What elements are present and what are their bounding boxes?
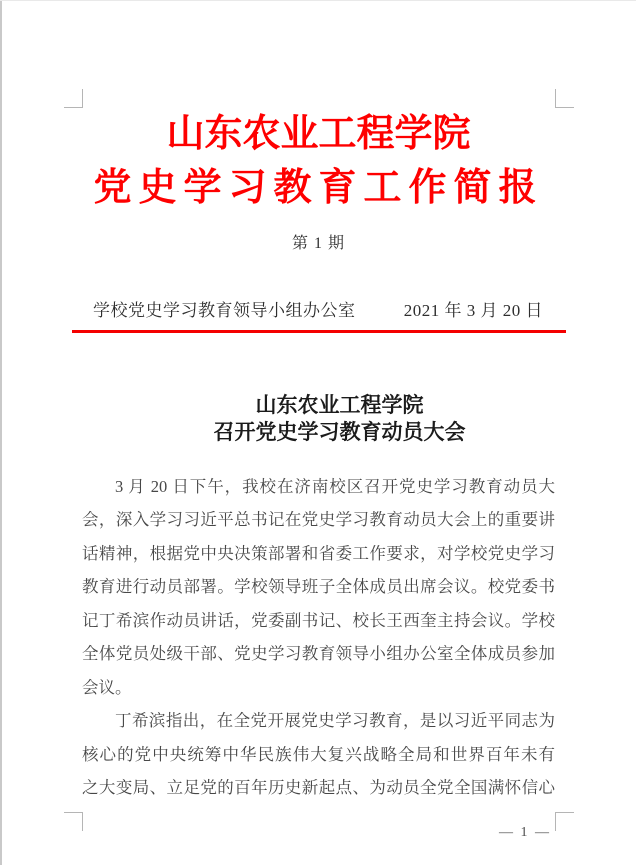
article-heading-line1: 山东农业工程学院 xyxy=(255,394,424,417)
crop-mark-top-left-icon xyxy=(64,89,83,108)
body-line: 教育进行动员部署。学校领导班子全体成员出席会议。校党委书 xyxy=(82,577,555,597)
masthead-byline xyxy=(93,296,543,321)
crop-mark-bottom-right-icon xyxy=(555,812,574,831)
page-top-edge xyxy=(0,0,636,1)
bulletin-title-line2: 党史学习教育工作简报 xyxy=(93,167,544,209)
body-line: 会议。 xyxy=(82,677,132,697)
issue-number: 第 1 期 xyxy=(291,235,345,252)
issuing-office: 学校党史学习教育领导小组办公室 xyxy=(93,301,356,320)
page-number: — 1 — xyxy=(499,825,551,840)
page-left-edge xyxy=(0,0,2,865)
body-line: 会，深入学习习近平总书记在党史学习教育动员大会上的重要讲 xyxy=(82,510,555,530)
body-line: 丁希滨指出，在全党开展党史学习教育，是以习近平同志为 xyxy=(115,711,555,731)
article-heading-line2: 召开党史学习教育动员大会 xyxy=(213,421,466,444)
bulletin-title-line1: 山东农业工程学院 xyxy=(166,113,471,155)
body-line: 核心的党中央统筹中华民族伟大复兴战略全局和世界百年未有 xyxy=(82,744,555,764)
issue-date: 2021 年 3 月 20 日 xyxy=(403,301,543,320)
body-line: 之大变局、立足党的百年历史新起点、为动员全党全国满怀信心 xyxy=(82,777,555,797)
body-line: 话精神，根据党中央决策部署和省委工作要求，对学校党史学习 xyxy=(82,543,555,563)
crop-mark-top-right-icon xyxy=(555,89,574,108)
article-body xyxy=(82,470,555,804)
masthead-divider-rule xyxy=(72,330,566,333)
body-line: 全体党员处级干部、党史学习教育领导小组办公室全体成员参加 xyxy=(82,644,555,664)
body-line: 记丁希滨作动员讲话，党委副书记、校长王西奎主持会议。学校 xyxy=(82,610,555,630)
body-line: 3 月 20 日下午，我校在济南校区召开党史学习教育动员大 xyxy=(115,477,555,496)
crop-mark-bottom-left-icon xyxy=(64,812,83,831)
